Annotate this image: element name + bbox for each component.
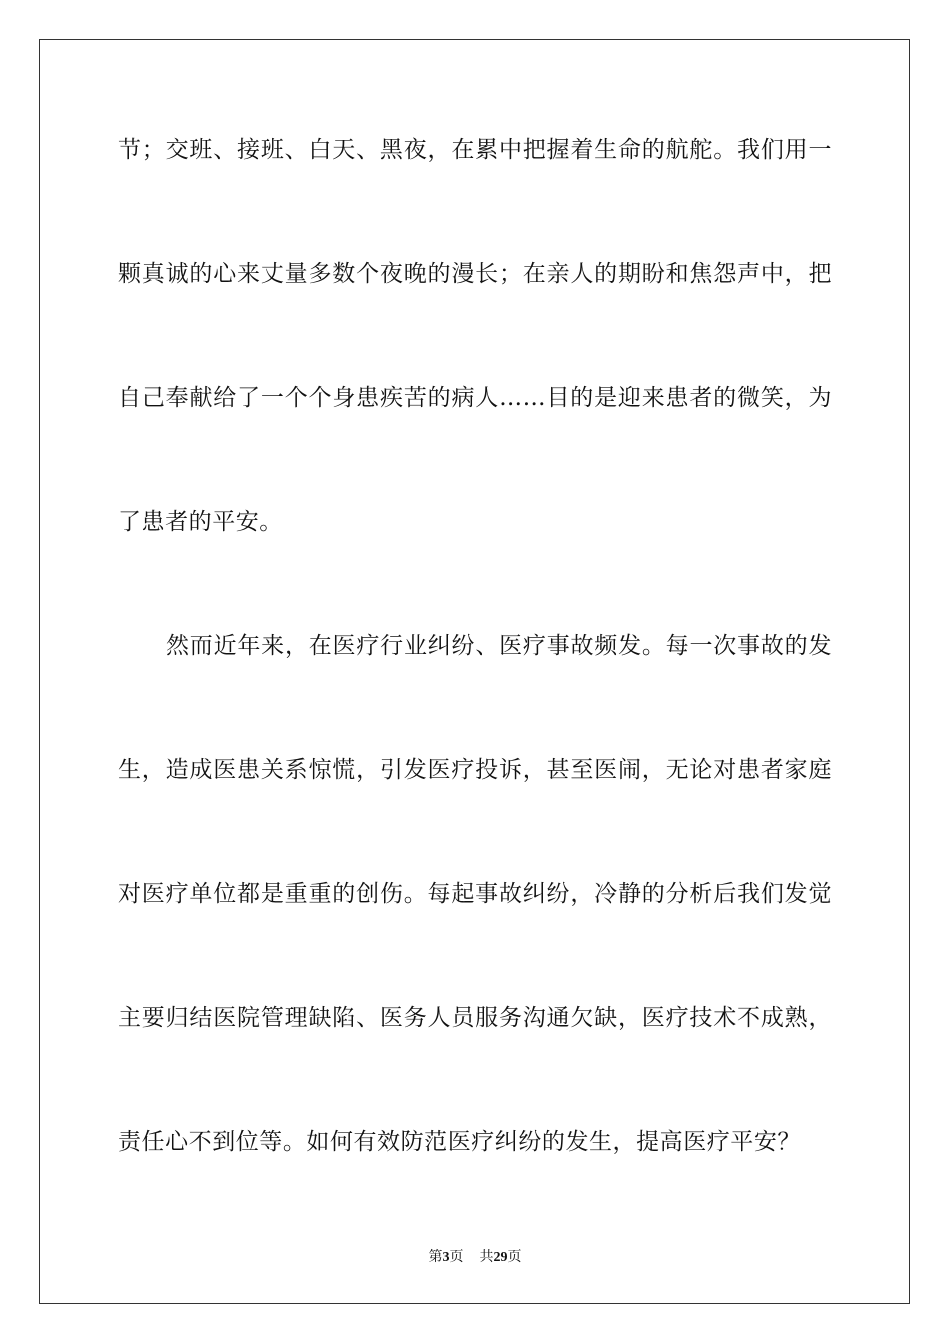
paragraph-line-2: 颗真诚的心来丈量多数个夜晚的漫长；在亲人的期盼和焦怨声中，把	[118, 261, 832, 287]
paragraph-line-7: 对医疗单位都是重重的创伤。每起事故纠纷，冷静的分析后我们发觉	[118, 881, 832, 907]
paragraph-line-8: 主要归结医院管理缺陷、医务人员服务沟通欠缺，医疗技术不成熟，	[118, 1005, 832, 1031]
footer-page-number: 3	[442, 1250, 450, 1265]
footer-total-pages: 29	[493, 1250, 508, 1265]
paragraph-line-3: 自己奉献给了一个个身患疾苦的病人……目的是迎来患者的微笑，为	[118, 385, 832, 411]
paragraph-line-9: 责任心不到位等。如何有效防范医疗纠纷的发生，提高医疗平安？	[118, 1129, 801, 1155]
paragraph-line-1: 节；交班、接班、白天、黑夜，在累中把握着生命的航舵。我们用一	[118, 137, 832, 163]
paragraph-line-5: 然而近年来，在医疗行业纠纷、医疗事故频发。每一次事故的发	[166, 633, 832, 659]
footer-page-prefix: 第	[428, 1249, 443, 1265]
footer-total-prefix: 共	[479, 1249, 494, 1265]
footer-total-suffix: 页	[507, 1249, 522, 1265]
paragraph-line-6: 生，造成医患关系惊慌，引发医疗投诉，甚至医闹，无论对患者家庭	[118, 757, 832, 783]
page-border	[39, 39, 910, 1304]
page-footer	[0, 1248, 950, 1267]
footer-page-suffix: 页	[449, 1249, 464, 1265]
paragraph-line-4: 了患者的平安。	[118, 509, 283, 535]
